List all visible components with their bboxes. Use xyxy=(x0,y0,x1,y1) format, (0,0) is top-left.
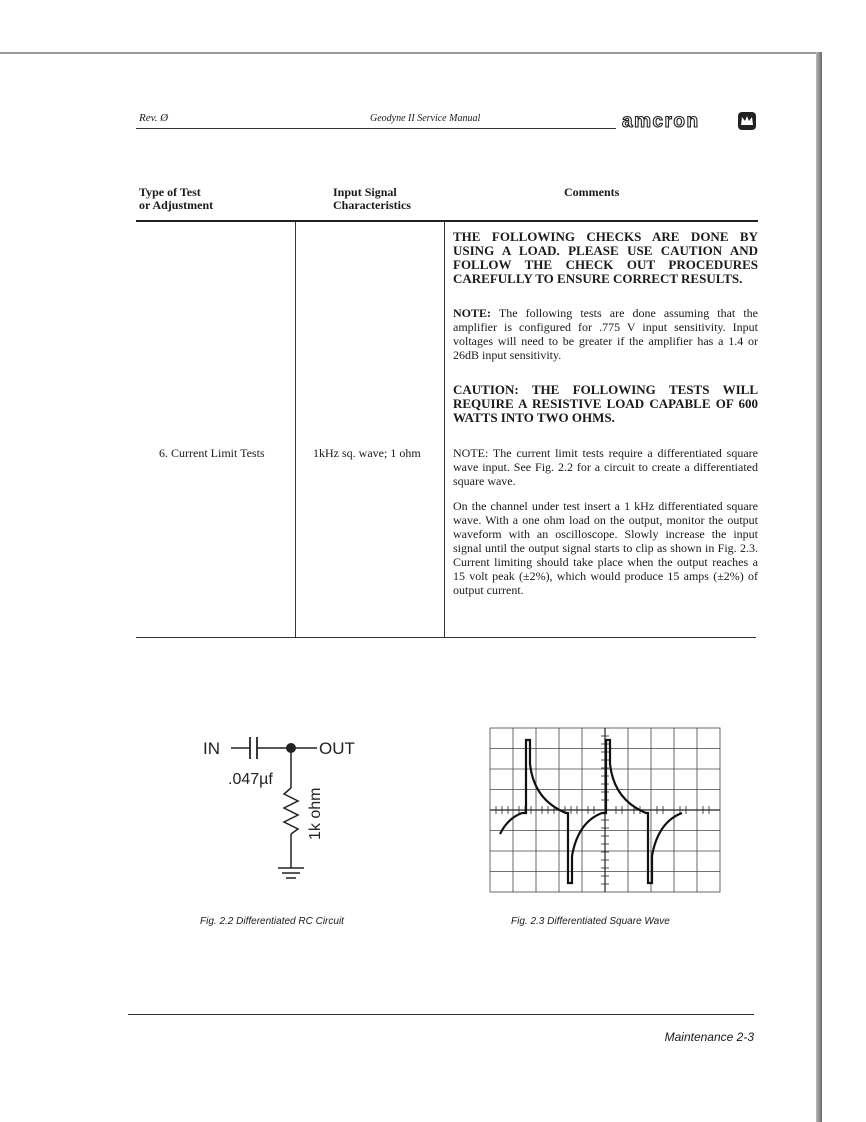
square-wave-scope xyxy=(486,718,722,898)
footer-rule xyxy=(128,1014,754,1015)
load-warning: THE FOLLOWING CHECKS ARE DONE BY USING A LOAD. PLEASE USE CAUTION AND FOLLOW THE CHECK OUT PROCEDURES CAREFULLY TO ENSURE CORRECT RESULTS. xyxy=(453,229,758,286)
circuit-in-label: IN xyxy=(203,739,220,758)
rc-circuit-diagram xyxy=(195,728,385,908)
table-bottom-rule xyxy=(136,637,756,638)
column-divider-1 xyxy=(295,222,296,637)
header-rule xyxy=(136,128,616,129)
procedure-text: On the channel under test insert a 1 kHz differentiated square wave. With a one ohm load on the output, monitor the output waveform with an oscilloscope. Slowly increase the input signal until the output signal starts to clip as shown in Fig. 2.3. Current limiting should take place when the output reaches a 15 volt peak (±2%), which would produce 15 amps (±2%) of output current. xyxy=(453,499,758,597)
caution-text: CAUTION: THE FOLLOWING TESTS WILL REQUIRE A RESISTIVE LOAD CAPABLE OF 600 WATTS INTO TWO OHMS. xyxy=(453,382,758,425)
current-limit-note: NOTE: The current limit tests require a differentiated square wave input. See Fig. 2.2 for a circuit to create a differentiated square wave. xyxy=(453,446,758,488)
fig-2-3-caption: Fig. 2.3 Differentiated Square Wave xyxy=(511,916,670,927)
sensitivity-note xyxy=(453,306,758,362)
page-edge-top xyxy=(0,52,820,54)
note-label: NOTE: xyxy=(453,306,492,320)
header-revision: Rev. Ø xyxy=(139,112,169,124)
col-header-test-type: Type of Test or Adjustment xyxy=(139,185,214,212)
col-header-input-signal: Input Signal Characteristics xyxy=(333,185,411,212)
circuit-out-label: OUT xyxy=(319,739,355,758)
capacitor-value-label: .047µf xyxy=(228,771,273,788)
page-edge-right xyxy=(816,52,822,1122)
column-divider-2 xyxy=(444,222,445,637)
note-text: The following tests are done assuming that the amplifier is configured for .775 V input sensitivity. Input voltages will need to be greater if the amplifier has a 1.4 or 26dB input sensitivity. xyxy=(453,306,758,362)
fig-2-2-caption: Fig. 2.2 Differentiated RC Circuit xyxy=(200,916,344,927)
logo-wordmark: amcron xyxy=(622,111,700,132)
row-test-name: 6. Current Limit Tests xyxy=(159,446,265,460)
header-title: Geodyne II Service Manual xyxy=(370,113,481,124)
resistor-value-label: 1k ohm xyxy=(307,787,324,840)
footer-page-label: Maintenance 2-3 xyxy=(664,1030,754,1044)
amcron-logo xyxy=(620,110,758,132)
table-header-rule xyxy=(136,220,758,222)
row-input-signal: 1kHz sq. wave; 1 ohm xyxy=(313,446,421,460)
col-header-comments: Comments xyxy=(564,185,620,199)
